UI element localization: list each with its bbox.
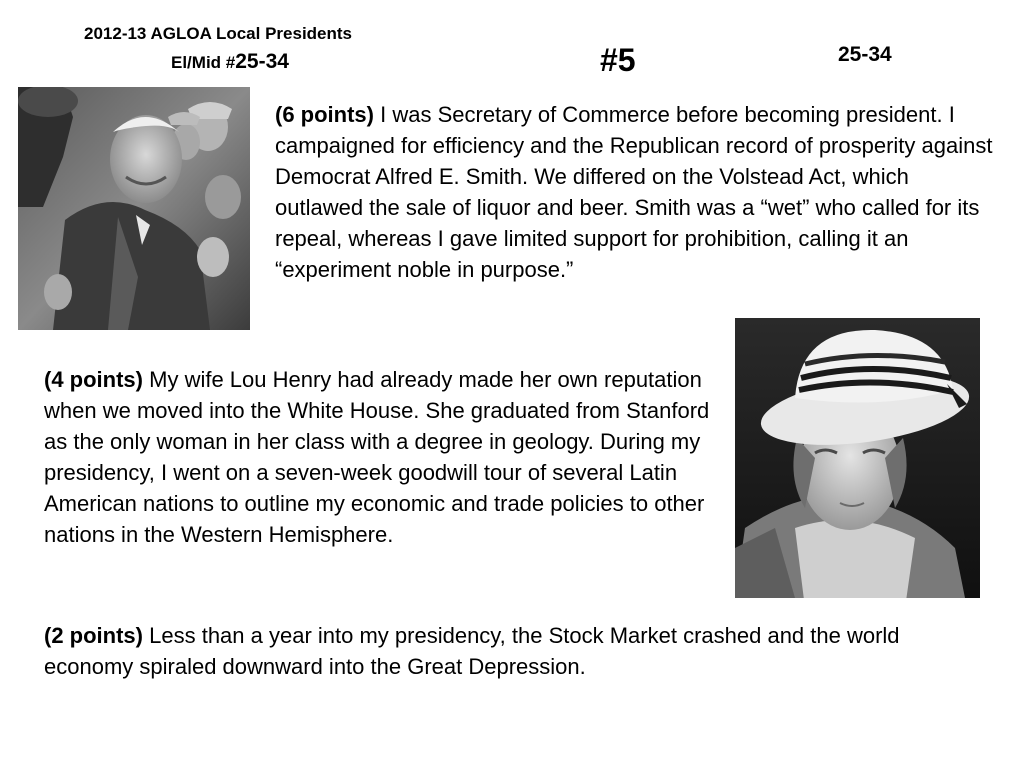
clue-text: Less than a year into my presidency, the Stock Market crashed and the world economy spiraled downward into the Great Depression. [44,623,900,679]
photo-man-in-crowd [18,87,250,330]
clue-points: (4 points) [44,367,143,392]
question-number: #5 [600,42,636,78]
clue-text: My wife Lou Henry had already made her own reputation when we moved into the White House. She graduated from Stanford as the only woman in her class with a degree in geology. During my presidency, I went on a seven-week goodwill tour of several Latin American nations to outline my economic and trade policies to other nations in the Western Hemisphere. [44,367,710,547]
clue-points: (2 points) [44,623,143,648]
clue-2-points [44,620,944,682]
clue-6-points [275,99,997,285]
clue-4-points [44,364,710,550]
header-level [171,50,289,74]
photo-woman-in-hat [735,318,980,598]
header-title: 2012-13 AGLOA Local Presidents [84,24,353,43]
level-prefix: El/Mid # [171,53,236,72]
range-label: 25-34 [838,43,892,66]
clue-points: (6 points) [275,102,374,127]
level-range: 25-34 [235,50,289,73]
clue-text: I was Secretary of Commerce before becoming president. I campaigned for efficiency and the Republican record of prosperity against Democrat Alfred E. Smith. We differed on the Volstead Act, which outlawed the sale of liquor and beer. Smith was a “wet” who called for its repeal, whereas I gave limited support for prohibition, calling it an “experiment noble in purpose.” [275,102,993,282]
